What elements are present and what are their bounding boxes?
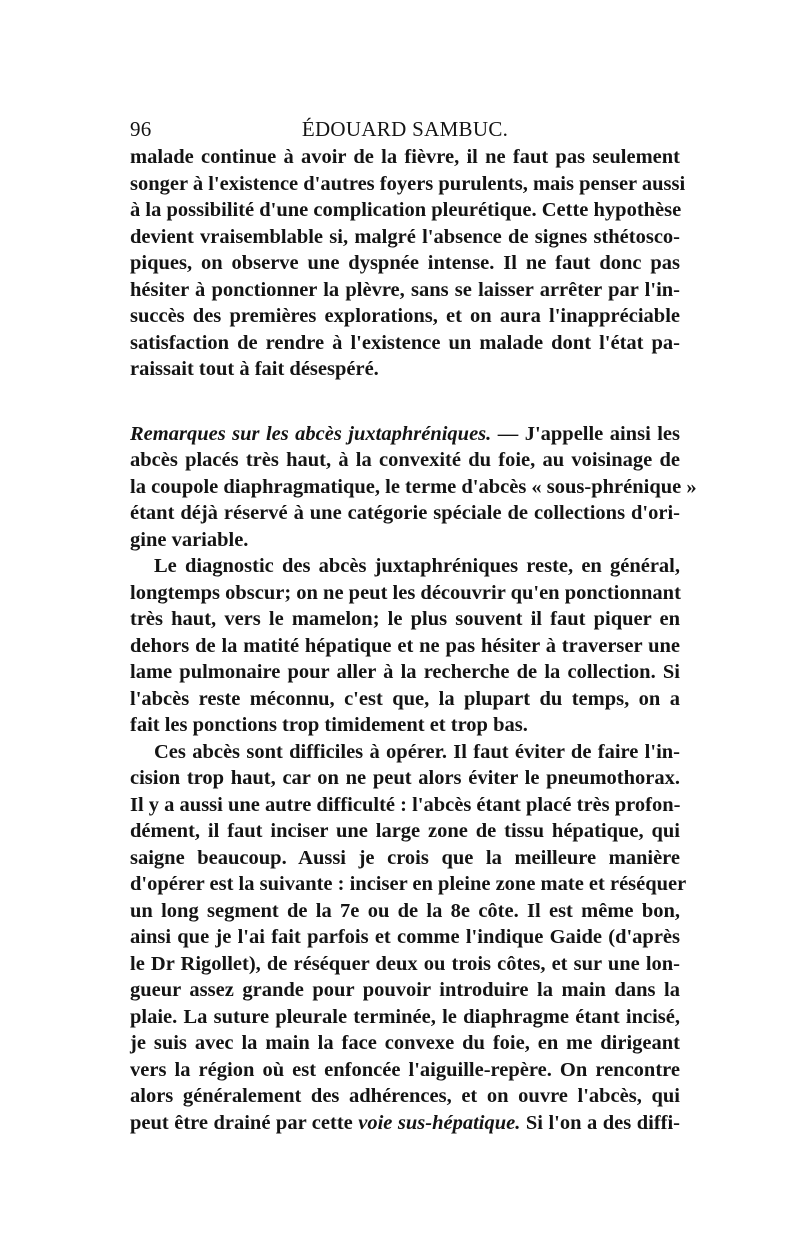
running-title: ÉDOUARD SAMBUC. <box>301 117 509 141</box>
text-line: gine variable. <box>130 528 249 551</box>
line-segment: peut être drainé par cette <box>130 1111 359 1134</box>
paragraph-remarques <box>130 421 697 554</box>
body-text <box>130 144 697 1136</box>
text-line: Le diagnostic des abcès juxtaphréniques reste, en général, <box>154 555 680 577</box>
text-line: hésiter à ponctionner la plèvre, sans se laisser arrêter par l'in- <box>130 278 680 301</box>
paragraph-spacer <box>130 383 680 421</box>
text-line <box>130 421 680 448</box>
text-line: la coupole diaphragmatique, le terme d'abcès « sous-phrénique » <box>130 475 697 498</box>
text-line: très haut, vers le mamelon; le plus souvent il faut piquer en <box>130 608 680 630</box>
text-line: abcès placés très haut, à la convexité du foie, au voisinage de <box>130 449 680 471</box>
text-line: dément, il faut inciser une large zone de tissu hépatique, qui <box>130 820 680 842</box>
text-line: vers la région où est enfoncée l'aiguille-repère. On rencontre <box>130 1058 680 1081</box>
text-line: piques, on observe une dyspnée intense. Il ne faut donc pas <box>130 252 680 274</box>
text-line: lame pulmonaire pour aller à la recherche de la collection. Si <box>130 661 680 683</box>
running-head <box>130 112 680 146</box>
text-line: je suis avec la main la face convexe du foie, en me dirigeant <box>130 1032 680 1054</box>
text-line: dehors de la matité hépatique et ne pas hésiter à traverser une <box>130 634 680 657</box>
section-heading: Remarques sur les abcès juxtaphréniques. <box>130 422 492 445</box>
text-line: à la possibilité d'une complication pleurétique. Cette hypothèse <box>130 199 682 221</box>
text-line: fait les ponctions trop timidement et trop bas. <box>130 714 528 736</box>
heading-continuation: — J'appelle ainsi les <box>491 422 680 445</box>
text-line: alors généralement des adhérences, et on ouvre l'abcès, qui <box>130 1085 680 1107</box>
paragraph-operation <box>130 739 687 1137</box>
text-line: satisfaction de rendre à l'existence un malade dont l'état pa- <box>130 331 680 354</box>
text-line: raissait tout à fait désespéré. <box>130 358 379 380</box>
text-line: ainsi que je l'ai fait parfois et comme l'indique Gaide (d'après <box>130 926 680 948</box>
line-segment: Si l'on a des diffi- <box>520 1111 680 1134</box>
text-line: longtemps obscur; on ne peut les découvrir qu'en ponctionnant <box>130 581 681 604</box>
text-line: Ces abcès sont difficiles à opérer. Il faut éviter de faire l'in- <box>154 740 680 763</box>
text-line: malade continue à avoir de la fièvre, il ne faut pas seulement <box>130 146 680 168</box>
text-line: gueur assez grande pour pouvoir introduire la main dans la <box>130 979 680 1001</box>
italic-term: voie sus-hépatique. <box>358 1111 521 1134</box>
text-line: saigne beaucoup. Aussi je crois que la meilleure manière <box>130 846 680 869</box>
text-line: songer à l'existence d'autres foyers purulents, mais penser aussi <box>130 172 686 195</box>
page-number: 96 <box>130 117 152 141</box>
text-line: devient vraisemblable si, malgré l'absence de signes sthétosco- <box>130 225 680 248</box>
text-line <box>130 1110 680 1137</box>
paragraph-diagnostic <box>130 553 680 739</box>
text-line: un long segment de la 7e ou de la 8e côte. Il est même bon, <box>130 899 680 922</box>
text-line: cision trop haut, car on ne peut alors éviter le pneumothorax. <box>130 767 680 789</box>
text-line: étant déjà réservé à une catégorie spéciale de collections d'ori- <box>130 502 680 524</box>
text-line: succès des premières explorations, et on aura l'inappréciable <box>130 305 680 327</box>
text-line: Il y a aussi une autre difficulté : l'abcès étant placé très profon- <box>130 793 681 816</box>
text-line: d'opérer est la suivante : inciser en pleine zone mate et réséquer <box>130 873 687 895</box>
text-line: le Dr Rigollet), de réséquer deux ou trois côtes, et sur une lon- <box>130 952 680 975</box>
text-line: l'abcès reste méconnu, c'est que, la plupart du temps, on a <box>130 687 680 710</box>
text-line: plaie. La suture pleurale terminée, le diaphragme étant incisé, <box>130 1005 680 1028</box>
paragraph-continuation <box>130 144 686 383</box>
